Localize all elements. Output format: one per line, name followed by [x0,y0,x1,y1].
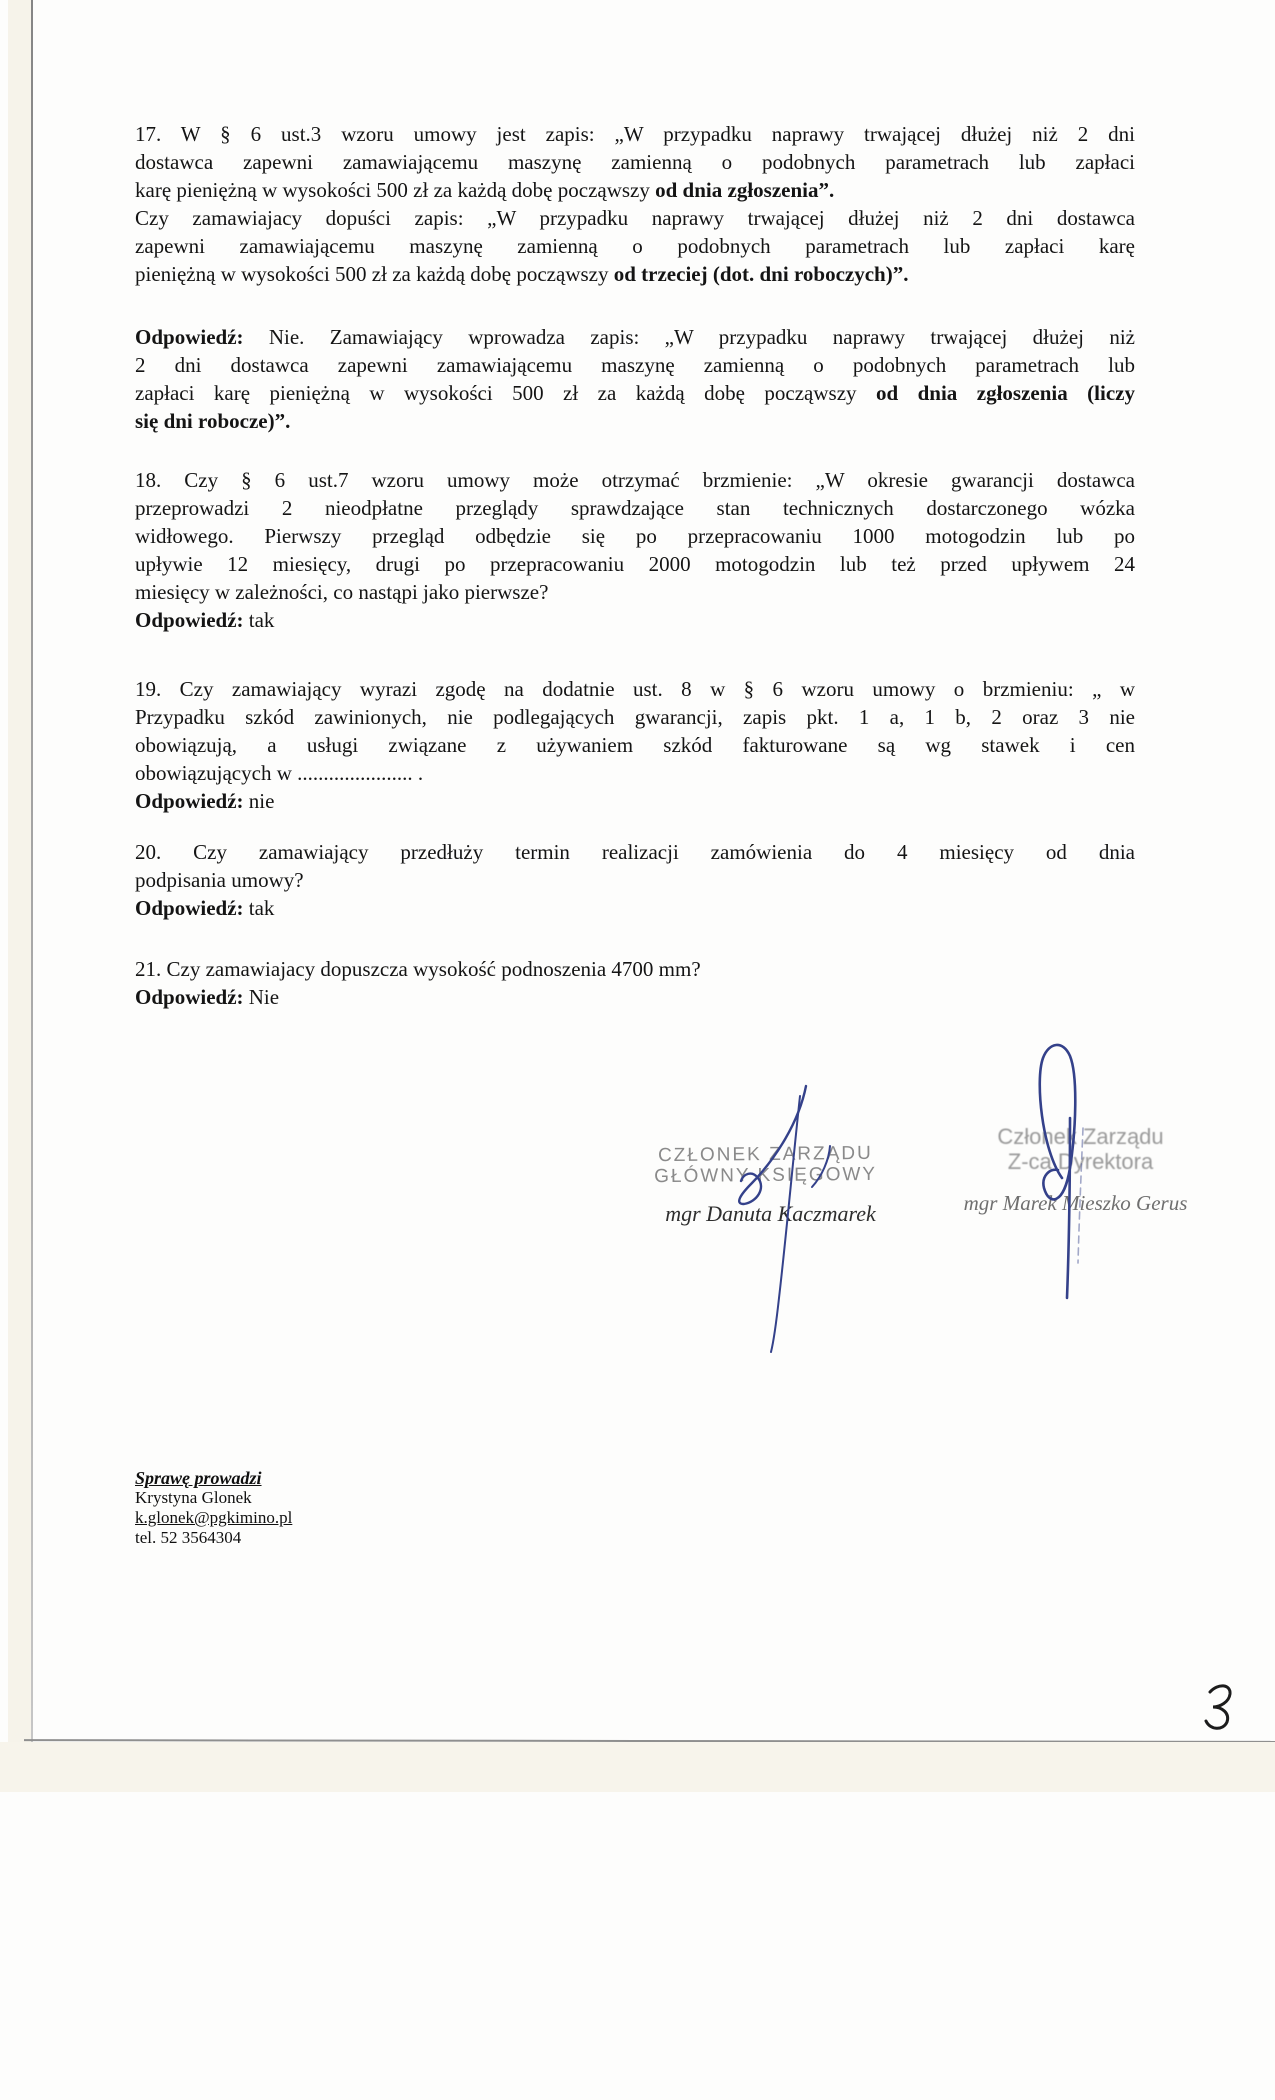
text-line [135,759,1135,787]
bold-text-segment: Odpowiedź: [135,985,244,1009]
bold-text-segment: od trzeciej (dot. dni roboczych)”. [613,262,909,286]
text-segment: 20. Czy zamawiający przedłuży termin realizacji zamówienia do 4 miesięcy od dnia [135,840,1135,864]
text-line [135,731,1135,759]
text-line [135,466,1135,494]
text-segment: Nie. Zamawiający wprowadza zapis: „W przypadku naprawy trwającej dłużej niż [243,325,1135,349]
question-19-paragraph [135,675,1135,815]
bold-text-segment: się dni robocze)”. [135,409,291,433]
contact-heading: Sprawę prowadzi [135,1468,262,1488]
text-segment: 2 dni dostawca zapewni zamawiającemu maszynę zamienną o podobnych parametrach lub [135,353,1135,377]
stamp-left-name: mgr Danuta Kaczmarek [665,1201,876,1226]
scan-left-margin-strip [8,0,32,1742]
text-line [135,176,1135,204]
text-line [135,983,1135,1011]
bold-text-segment: Odpowiedź: [135,608,244,632]
text-line [135,148,1135,176]
text-segment: Czy zamawiajacy dopuści zapis: „W przypadku naprawy trwającej dłużej niż 2 dni dostawca [135,206,1135,230]
text-line [135,494,1135,522]
text-line [135,232,1135,260]
text-segment: przeprowadzi 2 nieodpłatne przeglądy sprawdzające stan technicznych dostarczonego wózka [135,496,1135,520]
bold-text-segment: Odpowiedź: [135,789,244,813]
text-line [135,379,1135,407]
text-segment: 21. Czy zamawiajacy dopuszcza wysokość podnoszenia 4700 mm? [135,957,701,981]
text-line [135,550,1135,578]
contact-phone: tel. 52 3564304 [135,1528,242,1547]
text-line [135,866,1135,894]
scan-bottom-margin-strip [0,1742,1275,1792]
text-line [135,894,1135,922]
text-line [135,522,1135,550]
bold-text-segment: Odpowiedź: [135,325,244,349]
text-line [135,260,1135,288]
text-segment: zapewni zamawiającemu maszynę zamienną o podobnych parametrach lub zapłaci karę [135,234,1135,258]
bold-text-segment: od dnia zgłoszenia (liczy [875,381,1135,405]
text-segment: tak [243,608,275,632]
question-20-paragraph [135,838,1135,922]
text-line [135,675,1135,703]
text-line [135,703,1135,731]
bold-text-segment: od dnia zgłoszenia”. [655,178,835,202]
text-segment: pieniężną w wysokości 500 zł za każdą dobę począwszy [135,262,614,286]
text-segment: zapłaci karę pieniężną w wysokości 500 zł za każdą dobę począwszy [135,381,876,405]
stamp-left-line1: CZŁONEK ZARZĄDU [657,1142,873,1167]
question-17-paragraph [135,120,1135,288]
text-line [135,120,1135,148]
text-segment: Nie [243,985,280,1009]
text-segment: widłowego. Pierwszy przegląd odbędzie się po przepracowaniu 1000 motogodzin lub po [135,524,1135,548]
text-line [135,955,1135,983]
text-line [135,407,1135,435]
text-segment: 17. W § 6 ust.3 wzoru umowy jest zapis: „W przypadku naprawy trwającej dłużej niż 2 dni [135,122,1135,146]
text-segment: 18. Czy § 6 ust.7 wzoru umowy może otrzymać brzmienie: „W okresie gwarancji dostawca [135,468,1135,492]
stamp-right-title [958,1124,1203,1174]
stamp-right-line1: Członek Zarządu [997,1124,1164,1149]
contact-email: k.glonek@pgkimino.pl [135,1508,293,1527]
text-line [135,787,1135,815]
stamp-right-line2: Z-ca Dyrektora [1007,1149,1154,1174]
stamp-left-title [628,1143,903,1188]
text-line [135,351,1135,379]
text-segment: tak [243,896,275,920]
stamp-right-name: mgr Marek Mieszko Gerus [963,1191,1188,1215]
text-segment: podpisania umowy? [135,868,304,892]
stamp-left-line2: GŁÓWNY KSIĘGOWY [654,1163,878,1188]
text-segment: obowiązujących w ...................... . [135,761,424,785]
text-line [135,838,1135,866]
text-segment: nie [243,789,275,813]
text-segment: obowiązują, a usługi związane z używaniem szkód fakturowane są wg stawek i cen [135,733,1135,757]
scan-left-edge-line [31,0,33,1742]
text-segment: upływie 12 miesięcy, drugi po przepracowaniu 2000 motogodzin lub też przed upływem 24 [135,552,1135,576]
handwritten-page-number [1206,1686,1230,1728]
bold-text-segment: Odpowiedź: [135,896,244,920]
question-21-paragraph [135,955,1135,1011]
text-segment: Przypadku szkód zawinionych, nie podlegających gwarancji, zapis pkt. 1 a, 1 b, 2 oraz 3 nie [135,705,1135,729]
answer-17-paragraph [135,323,1135,435]
text-segment: miesięcy w zależności, co nastąpi jako pierwsze? [135,580,549,604]
text-line [135,323,1135,351]
text-line [135,204,1135,232]
contact-person: Krystyna Glonek [135,1488,252,1507]
text-segment: dostawca zapewni zamawiającemu maszynę zamienną o podobnych parametrach lub zapłaci [135,150,1135,174]
text-segment: 19. Czy zamawiający wyrazi zgodę na dodatnie ust. 8 w § 6 wzoru umowy o brzmieniu: „ w [135,677,1135,701]
text-line [135,578,1135,606]
text-line [135,606,1135,634]
text-segment: karę pieniężną w wysokości 500 zł za każdą dobę począwszy [135,178,656,202]
question-18-paragraph [135,466,1135,634]
contact-block [135,1468,292,1548]
